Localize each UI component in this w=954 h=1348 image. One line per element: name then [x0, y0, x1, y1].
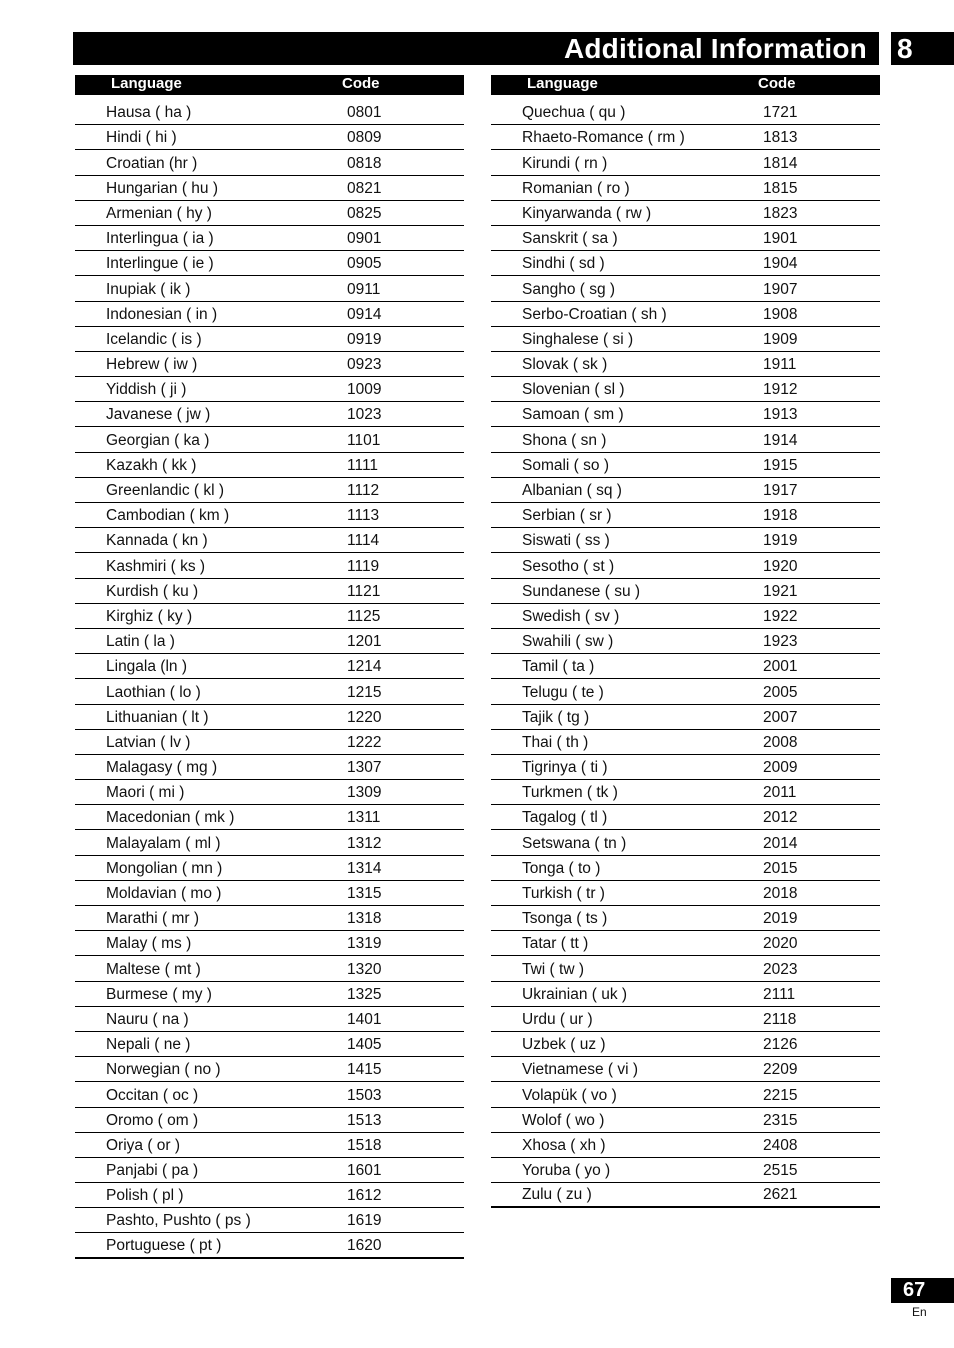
- language-code: 2011: [763, 784, 797, 802]
- table-row: [491, 830, 880, 855]
- language-code: 1215: [347, 683, 382, 701]
- language-name: Swahili ( sw ): [522, 633, 614, 651]
- language-code: 2215: [763, 1086, 798, 1104]
- language-code: 1401: [347, 1010, 382, 1028]
- table-row: [491, 276, 880, 301]
- language-code: 1914: [763, 431, 798, 449]
- language-code: 2020: [763, 935, 798, 953]
- table-row: [75, 453, 464, 478]
- language-code: 2621: [763, 1186, 798, 1204]
- language-name: Interlingua ( ia ): [106, 230, 214, 248]
- language-code: 1312: [347, 834, 382, 852]
- table-row: [75, 679, 464, 704]
- language-code: 1405: [347, 1036, 382, 1054]
- language-name: Lithuanian ( lt ): [106, 708, 209, 726]
- table-row: [491, 755, 880, 780]
- language-code: 1111: [347, 456, 379, 474]
- language-code: 1319: [347, 935, 382, 953]
- language-code: 1201: [347, 633, 382, 651]
- table-row: [75, 1057, 464, 1082]
- language-name: Inupiak ( ik ): [106, 280, 191, 298]
- table-row: [491, 679, 880, 704]
- language-code: 2023: [763, 960, 798, 978]
- language-name: Tagalog ( tl ): [522, 809, 608, 827]
- language-name: Kashmiri ( ks ): [106, 557, 206, 575]
- language-code: 1114: [347, 532, 380, 550]
- language-name: Swedish ( sv ): [522, 607, 620, 625]
- language-name: Kirghiz ( ky ): [106, 607, 193, 625]
- language-name: Panjabi ( pa ): [106, 1162, 199, 1180]
- language-code: 1307: [347, 759, 382, 777]
- table-row: [491, 1007, 880, 1032]
- table-row: [75, 956, 464, 981]
- language-code: 2126: [763, 1036, 798, 1054]
- table-row: [491, 654, 880, 679]
- table-row: [75, 503, 464, 528]
- language-code: 1415: [347, 1061, 382, 1079]
- table-row: [75, 1233, 464, 1258]
- language-name: Georgian ( ka ): [106, 431, 210, 449]
- table-row: [491, 553, 880, 578]
- language-table-left: [75, 75, 464, 1259]
- chapter-badge: [891, 32, 954, 65]
- table-row: [75, 604, 464, 629]
- language-code: 1119: [347, 557, 380, 575]
- language-name: Kazakh ( kk ): [106, 456, 197, 474]
- language-code: 1912: [763, 381, 798, 399]
- table-header: [75, 75, 464, 95]
- language-code: 1220: [347, 708, 382, 726]
- language-name: Tajik ( tg ): [522, 708, 590, 726]
- language-code: 0914: [347, 305, 382, 323]
- table-row: [75, 579, 464, 604]
- language-name: Malayalam ( ml ): [106, 834, 221, 852]
- language-code: 1309: [347, 784, 382, 802]
- language-name: Occitan ( oc ): [106, 1086, 199, 1104]
- language-name: Malagasy ( mg ): [106, 759, 218, 777]
- language-indicator: En: [912, 1305, 927, 1319]
- language-name: Romanian ( ro ): [522, 179, 630, 197]
- table-row: [491, 881, 880, 906]
- language-code: 0801: [347, 104, 382, 122]
- language-name: Maltese ( mt ): [106, 960, 201, 978]
- language-code: 1813: [763, 129, 798, 147]
- language-name: Laothian ( lo ): [106, 683, 201, 701]
- language-code: 1619: [347, 1212, 382, 1230]
- language-code: 1913: [763, 406, 798, 424]
- language-code: 1920: [763, 557, 798, 575]
- language-name: Nepali ( ne ): [106, 1036, 191, 1054]
- table-header: [491, 75, 880, 95]
- language-name: Mongolian ( mn ): [106, 859, 223, 877]
- language-name: Quechua ( qu ): [522, 104, 626, 122]
- language-name: Turkish ( tr ): [522, 885, 605, 902]
- language-code: 1325: [347, 985, 382, 1003]
- language-code: 1320: [347, 960, 382, 978]
- table-row: [75, 377, 464, 402]
- language-name: Zulu ( zu ): [522, 1186, 592, 1204]
- table-row: [75, 528, 464, 553]
- table-row: [75, 125, 464, 150]
- table-row: [75, 1082, 464, 1107]
- language-code: 1513: [347, 1111, 382, 1129]
- table-row: [75, 629, 464, 654]
- language-name: Vietnamese ( vi ): [522, 1061, 639, 1079]
- language-name: Hindi ( hi ): [106, 129, 177, 147]
- language-name: Twi ( tw ): [522, 960, 584, 978]
- language-name: Latvian ( lv ): [106, 733, 191, 751]
- language-name: Serbian ( sr ): [522, 507, 612, 525]
- language-name: Javanese ( jw ): [106, 406, 211, 424]
- language-name: Sesotho ( st ): [522, 557, 615, 575]
- language-code: 1318: [347, 910, 382, 928]
- language-code: 2005: [763, 683, 798, 701]
- language-name: Portuguese ( pt ): [106, 1236, 222, 1254]
- table-row: [491, 226, 880, 251]
- table-row: [491, 579, 880, 604]
- language-name: Oriya ( or ): [106, 1136, 181, 1154]
- table-row: [491, 125, 880, 150]
- language-name: Sangho ( sg ): [522, 280, 616, 298]
- language-code: 1923: [763, 633, 798, 651]
- language-code: 1908: [763, 305, 798, 323]
- language-code: 0825: [347, 204, 382, 222]
- language-code: 0818: [347, 154, 382, 172]
- language-name: Lingala (ln ): [106, 658, 187, 676]
- language-code: 2012: [763, 809, 798, 827]
- language-code: 2001: [763, 658, 798, 676]
- table-row: [75, 352, 464, 377]
- language-name: Uzbek ( uz ): [522, 1036, 606, 1054]
- language-code: 1907: [763, 280, 798, 298]
- table-row: [75, 176, 464, 201]
- language-table-right: [491, 75, 880, 1208]
- language-code: 1917: [763, 482, 798, 499]
- language-name: Samoan ( sm ): [522, 406, 624, 424]
- language-code: 1904: [763, 255, 798, 273]
- table-row: [75, 982, 464, 1007]
- language-code: 1311: [347, 809, 381, 827]
- table-row: [75, 327, 464, 352]
- language-code: 1121: [347, 582, 381, 600]
- language-code: 1503: [347, 1086, 382, 1104]
- table-row: [75, 1158, 464, 1183]
- language-name: Kirundi ( rn ): [522, 154, 608, 172]
- table-row: [75, 251, 464, 276]
- table-row: [491, 201, 880, 226]
- table-row: [491, 251, 880, 276]
- table-row: [75, 226, 464, 251]
- table-row: [491, 100, 880, 125]
- column-header-code: Code: [758, 75, 796, 92]
- language-code: 2014: [763, 834, 798, 852]
- table-row: [491, 402, 880, 427]
- table-row: [75, 1133, 464, 1158]
- language-name: Macedonian ( mk ): [106, 809, 235, 827]
- language-name: Kinyarwanda ( rw ): [522, 204, 652, 222]
- table-row: [491, 453, 880, 478]
- language-code: 2209: [763, 1061, 798, 1079]
- table-row: [75, 201, 464, 226]
- table-row: [491, 956, 880, 981]
- language-name: Tonga ( to ): [522, 859, 601, 877]
- language-code: 1023: [347, 406, 382, 424]
- column-header-language: Language: [111, 75, 182, 92]
- table-row: [491, 427, 880, 452]
- language-code: 1919: [763, 532, 798, 550]
- chapter-number: 8: [897, 33, 913, 64]
- language-name: Armenian ( hy ): [106, 204, 212, 222]
- language-name: Marathi ( mr ): [106, 910, 199, 928]
- table-row: [75, 402, 464, 427]
- table-row: [491, 1183, 880, 1208]
- language-code: 1315: [347, 885, 382, 902]
- language-name: Pashto, Pushto ( ps ): [106, 1212, 251, 1230]
- language-name: Siswati ( ss ): [522, 532, 610, 550]
- language-name: Tigrinya ( ti ): [522, 759, 608, 777]
- language-name: Icelandic ( is ): [106, 330, 202, 348]
- language-name: Latin ( la ): [106, 633, 175, 651]
- language-code: 2018: [763, 885, 798, 902]
- table-row: [491, 805, 880, 830]
- language-name: Ukrainian ( uk ): [522, 985, 628, 1003]
- table-row: [491, 931, 880, 956]
- table-row: [491, 176, 880, 201]
- table-row: [75, 830, 464, 855]
- table-row: [75, 755, 464, 780]
- language-code: 1009: [347, 381, 382, 399]
- table-row: [75, 730, 464, 755]
- table-row: [491, 377, 880, 402]
- language-code: 2008: [763, 733, 798, 751]
- table-row: [75, 427, 464, 452]
- language-name: Oromo ( om ): [106, 1111, 199, 1129]
- table-row: [75, 553, 464, 578]
- language-name: Singhalese ( si ): [522, 330, 634, 348]
- header-bar: [73, 32, 879, 65]
- language-name: Albanian ( sq ): [522, 482, 622, 499]
- language-name: Thai ( th ): [522, 733, 589, 751]
- language-code: 0809: [347, 129, 382, 147]
- language-code: 1222: [347, 733, 382, 751]
- language-name: Malay ( ms ): [106, 935, 192, 953]
- language-code: 1101: [347, 431, 381, 449]
- language-code: 2111: [763, 985, 796, 1003]
- language-code: 1214: [347, 658, 382, 676]
- table-row: [75, 478, 464, 503]
- table-row: [491, 1057, 880, 1082]
- language-name: Shona ( sn ): [522, 431, 607, 449]
- language-name: Tamil ( ta ): [522, 658, 595, 676]
- language-code: 2015: [763, 859, 798, 877]
- table-row: [491, 604, 880, 629]
- language-name: Greenlandic ( kl ): [106, 482, 225, 499]
- table-row: [491, 1158, 880, 1183]
- language-code: 2007: [763, 708, 798, 726]
- language-code: 0901: [347, 230, 382, 248]
- language-code: 1815: [763, 179, 798, 197]
- language-code: 1612: [347, 1187, 382, 1205]
- table-row: [75, 1032, 464, 1057]
- language-name: Telugu ( te ): [522, 683, 604, 701]
- language-name: Cambodian ( km ): [106, 507, 230, 525]
- language-name: Xhosa ( xh ): [522, 1136, 606, 1154]
- language-code: 1918: [763, 507, 798, 525]
- language-code: 1113: [347, 507, 380, 525]
- table-row: [491, 856, 880, 881]
- language-name: Croatian (hr ): [106, 154, 198, 172]
- language-code: 2009: [763, 759, 798, 777]
- table-row: [491, 982, 880, 1007]
- language-code: 2515: [763, 1162, 798, 1180]
- table-row: [75, 1007, 464, 1032]
- table-row: [491, 1032, 880, 1057]
- language-code: 2408: [763, 1136, 798, 1154]
- language-name: Tatar ( tt ): [522, 935, 589, 953]
- table-row: [75, 654, 464, 679]
- table-row: [491, 1108, 880, 1133]
- language-code: 1911: [763, 356, 797, 374]
- language-name: Indonesian ( in ): [106, 305, 218, 323]
- language-name: Hebrew ( iw ): [106, 356, 198, 374]
- language-code: 1909: [763, 330, 798, 348]
- table-row: [75, 276, 464, 301]
- table-row: [75, 302, 464, 327]
- language-code: 2315: [763, 1111, 798, 1129]
- table-row: [75, 1208, 464, 1233]
- table-row: [75, 100, 464, 125]
- language-name: Kurdish ( ku ): [106, 582, 199, 600]
- language-name: Urdu ( ur ): [522, 1010, 593, 1028]
- language-code: 0911: [347, 280, 381, 298]
- table-row: [75, 1183, 464, 1208]
- language-name: Nauru ( na ): [106, 1010, 189, 1028]
- language-code: 1921: [763, 582, 798, 600]
- language-name: Turkmen ( tk ): [522, 784, 618, 802]
- table-row: [75, 906, 464, 931]
- table-row: [491, 478, 880, 503]
- table-row: [491, 1082, 880, 1107]
- language-code: 1620: [347, 1236, 382, 1254]
- table-row: [75, 780, 464, 805]
- language-name: Yoruba ( yo ): [522, 1162, 611, 1180]
- language-name: Hausa ( ha ): [106, 104, 192, 122]
- language-code: 1721: [763, 104, 798, 122]
- language-code: 2118: [763, 1010, 797, 1028]
- language-code: 1823: [763, 204, 798, 222]
- language-code: 0905: [347, 255, 382, 273]
- language-name: Polish ( pl ): [106, 1187, 184, 1205]
- language-name: Norwegian ( no ): [106, 1061, 221, 1079]
- language-code: 1915: [763, 456, 798, 474]
- table-row: [491, 705, 880, 730]
- column-header-code: Code: [342, 75, 380, 92]
- language-name: Kannada ( kn ): [106, 532, 208, 550]
- language-name: Burmese ( my ): [106, 985, 212, 1003]
- language-name: Rhaeto-Romance ( rm ): [522, 129, 685, 147]
- table-row: [75, 805, 464, 830]
- language-code: 1314: [347, 859, 382, 877]
- table-row: [75, 1108, 464, 1133]
- language-name: Volapük ( vo ): [522, 1086, 617, 1104]
- language-code: 1922: [763, 607, 798, 625]
- page-number: 67: [903, 1279, 926, 1301]
- table-row: [491, 906, 880, 931]
- language-code: 2019: [763, 910, 798, 928]
- table-body: [491, 100, 880, 1208]
- language-name: Interlingue ( ie ): [106, 255, 214, 273]
- table-row: [491, 1133, 880, 1158]
- table-row: [75, 856, 464, 881]
- table-row: [75, 931, 464, 956]
- language-code: 1601: [347, 1162, 382, 1180]
- table-row: [491, 780, 880, 805]
- language-code: 1112: [347, 482, 380, 499]
- language-name: Somali ( so ): [522, 456, 609, 474]
- table-row: [491, 629, 880, 654]
- language-name: Setswana ( tn ): [522, 834, 627, 852]
- table-row: [75, 150, 464, 175]
- language-name: Tsonga ( ts ): [522, 910, 608, 928]
- table-row: [491, 327, 880, 352]
- table-row: [491, 528, 880, 553]
- table-row: [491, 302, 880, 327]
- table-row: [491, 730, 880, 755]
- language-code: 1901: [763, 230, 798, 248]
- language-name: Sindhi ( sd ): [522, 255, 605, 273]
- language-code: 1518: [347, 1136, 382, 1154]
- language-code: 0821: [347, 179, 382, 197]
- language-code: 1814: [763, 154, 798, 172]
- language-name: Serbo-Croatian ( sh ): [522, 305, 667, 323]
- page-number-badge: [891, 1278, 954, 1303]
- language-name: Wolof ( wo ): [522, 1111, 605, 1129]
- language-code: 1125: [347, 607, 381, 625]
- language-name: Yiddish ( ji ): [106, 381, 187, 399]
- table-row: [75, 705, 464, 730]
- table-body: [75, 100, 464, 1259]
- language-name: Sundanese ( su ): [522, 582, 641, 600]
- language-name: Slovak ( sk ): [522, 356, 608, 374]
- table-row: [75, 881, 464, 906]
- page-title: Additional Information: [563, 33, 867, 64]
- language-code: 0919: [347, 330, 382, 348]
- column-header-language: Language: [527, 75, 598, 92]
- language-code: 0923: [347, 356, 382, 374]
- language-name: Slovenian ( sl ): [522, 381, 625, 399]
- table-row: [491, 352, 880, 377]
- language-name: Hungarian ( hu ): [106, 179, 219, 197]
- language-name: Maori ( mi ): [106, 784, 185, 802]
- table-row: [491, 150, 880, 175]
- table-row: [491, 503, 880, 528]
- language-name: Moldavian ( mo ): [106, 885, 222, 902]
- language-name: Sanskrit ( sa ): [522, 230, 618, 248]
